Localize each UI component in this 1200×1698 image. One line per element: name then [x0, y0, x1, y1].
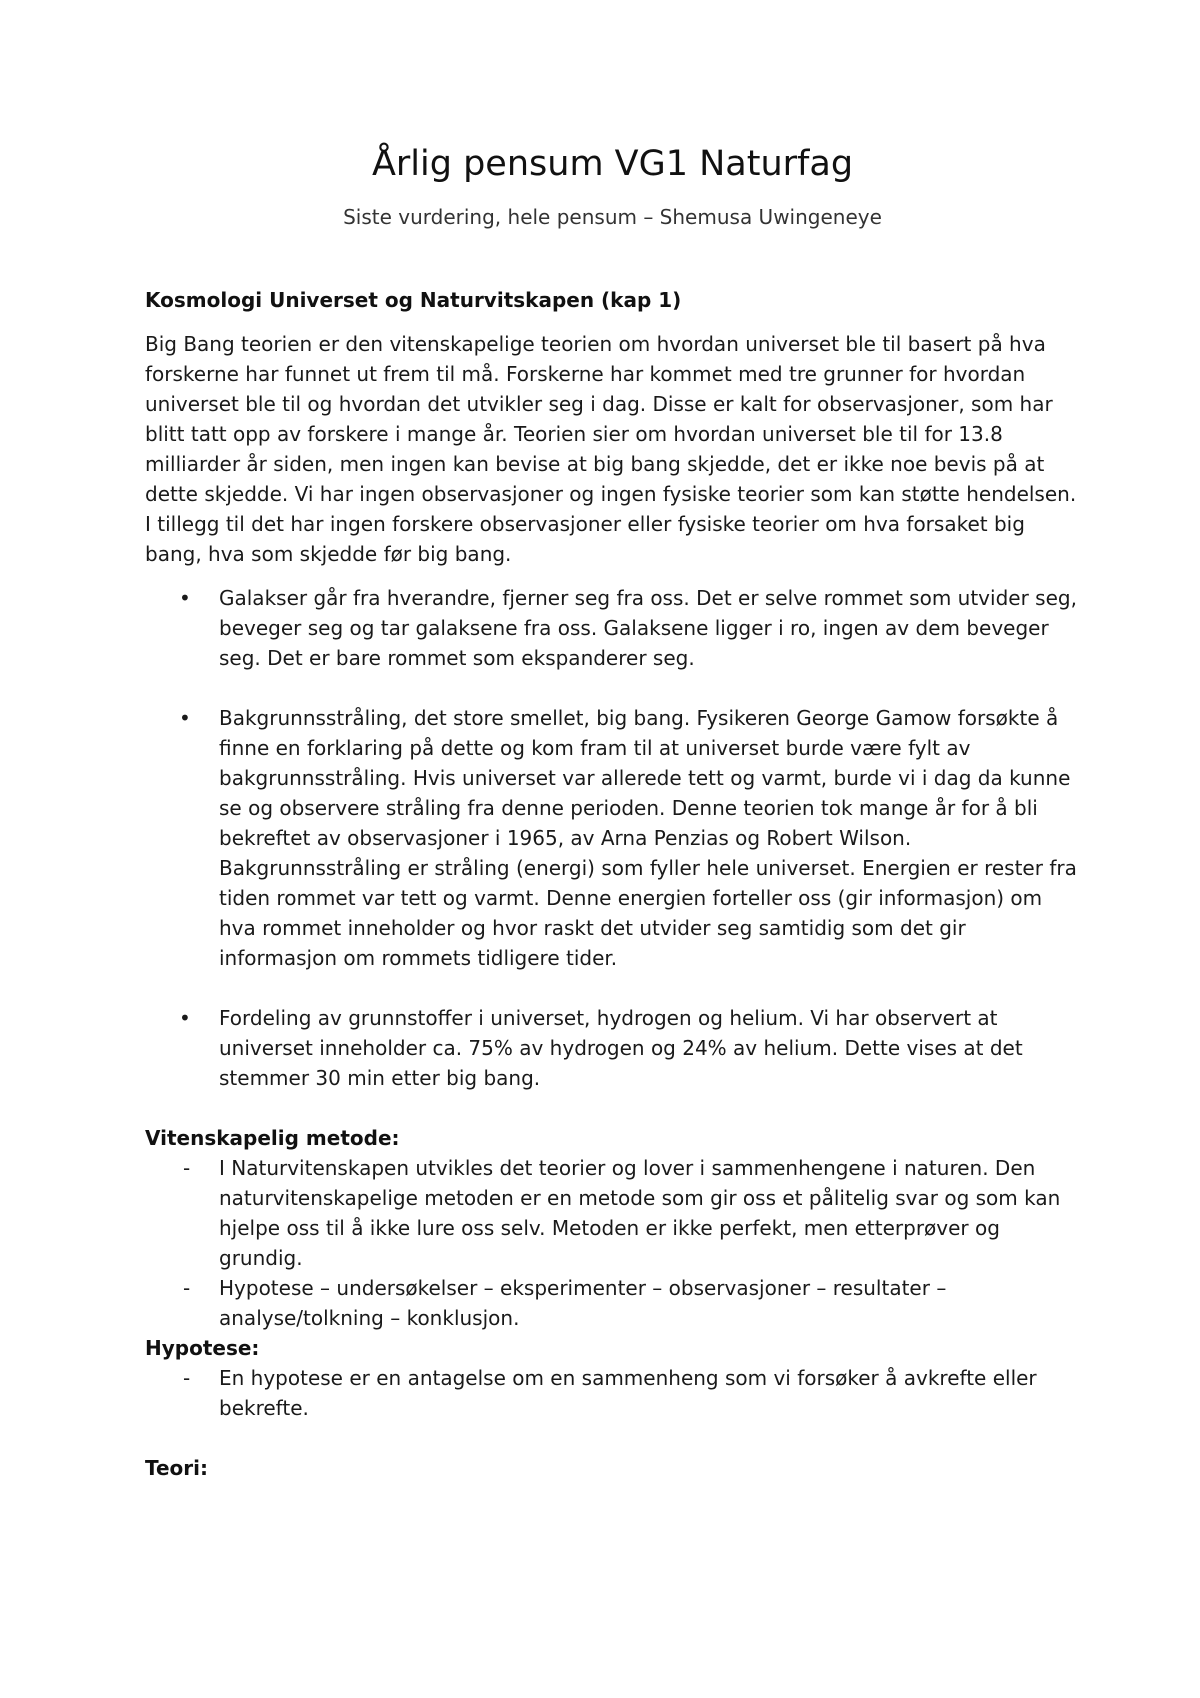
- section-heading-hypothesis: Hypotese:: [145, 1336, 260, 1360]
- bullet-icon: •: [179, 1006, 191, 1030]
- document-title: Årlig pensum VG1 Naturfag: [371, 144, 854, 184]
- intro-paragraph: Big Bang teorien er den vitenskapelige teorien om hvordan universet ble til basert på hva forskerne har funnet ut frem til må. Forskerne har kommet med tre grunner for hvordan universet ble til og hvordan det utvikler seg i dag. Disse er kalt for observasjoner, som har blitt tatt opp av forskere i mange år. Teorien sier om hvordan universet ble til for 13.8 milliarder år siden, men ingen kan bevise at big bang skjedde, det er ikke noe bevis på at dette skjedde. Vi har ingen observasjoner og ingen fysiske teorier som kan støtte hendelsen. I tillegg til det har ingen forskere observasjoner eller fysiske teorier om hva forsaket big bang, hva som skjedde før big bang.: [145, 332, 1077, 566]
- document-subtitle: Siste vurdering, hele pensum – Shemusa Uwingeneye: [343, 205, 882, 229]
- list-item: [145, 1363, 1080, 1423]
- bullet-icon: •: [179, 706, 191, 730]
- list-item-text: Bakgrunnsstråling, det store smellet, big bang. Fysikeren George Gamow forsøkte å finne en forklaring på dette og kom fram til at universet burde være fylt av bakgrunnsstråling. Hvis universet var allerede tett og varmt, burde vi i dag da kunne se og observere stråling fra denne perioden. Denne teorien tok mange år for å bli bekreftet av observasjoner i 1965, av Arna Penzias og Robert Wilson. Bakgrunnsstråling er stråling (energi) som fyller hele universet. Energien er rester fra tiden rommet var tett og varmt. Denne energien forteller oss (gir informasjon) om hva rommet inneholder og hvor raskt det utvider seg samtidig som det gir informasjon om rommets tidligere tider.: [219, 706, 1077, 970]
- list-item-text: Galakser går fra hverandre, fjerner seg fra oss. Det er selve rommet som utvider seg, beveger seg og tar galaksene fra oss. Galaksene ligger i ro, ingen av dem beveger seg. Det er bare rommet som ekspanderer seg.: [219, 586, 1077, 670]
- list-item-text: Fordeling av grunnstoffer i universet, hydrogen og helium. Vi har observert at universet inneholder ca. 75% av hydrogen og 24% av helium. Dette vises at det stemmer 30 min etter big bang.: [219, 1006, 1023, 1090]
- list-item-text: Hypotese – undersøkelser – eksperimenter – observasjoner – resultater – analyse/tolkning – konklusjon.: [219, 1276, 947, 1330]
- section-heading-method: Vitenskapelig metode:: [145, 1126, 400, 1150]
- bullet-icon: •: [179, 586, 191, 610]
- list-item: [145, 1153, 1080, 1273]
- page-content: [145, 138, 1080, 1483]
- dash-icon: -: [183, 1276, 191, 1300]
- list-item: [145, 703, 1080, 973]
- section-heading-theory: Teori:: [145, 1456, 209, 1480]
- method-dash-list: [145, 1153, 1080, 1333]
- dash-icon: -: [183, 1366, 191, 1390]
- list-item-text: En hypotese er en antagelse om en sammenheng som vi forsøker å avkrefte eller bekrefte.: [219, 1366, 1037, 1420]
- list-item: [145, 1273, 1080, 1333]
- list-item: [145, 583, 1080, 673]
- dash-icon: -: [183, 1156, 191, 1180]
- observation-bullet-list: [145, 583, 1080, 1093]
- section-heading-cosmology: Kosmologi Universet og Naturvitskapen (kap 1): [145, 288, 682, 312]
- list-item-text: I Naturvitenskapen utvikles det teorier og lover i sammenhengene i naturen. Den naturvitenskapelige metoden er en metode som gir oss et pålitelig svar og som kan hjelpe oss til å ikke lure oss selv. Metoden er ikke perfekt, men etterprøver og grundig.: [219, 1156, 1061, 1270]
- list-item: [145, 1003, 1080, 1093]
- hypothesis-dash-list: [145, 1363, 1080, 1423]
